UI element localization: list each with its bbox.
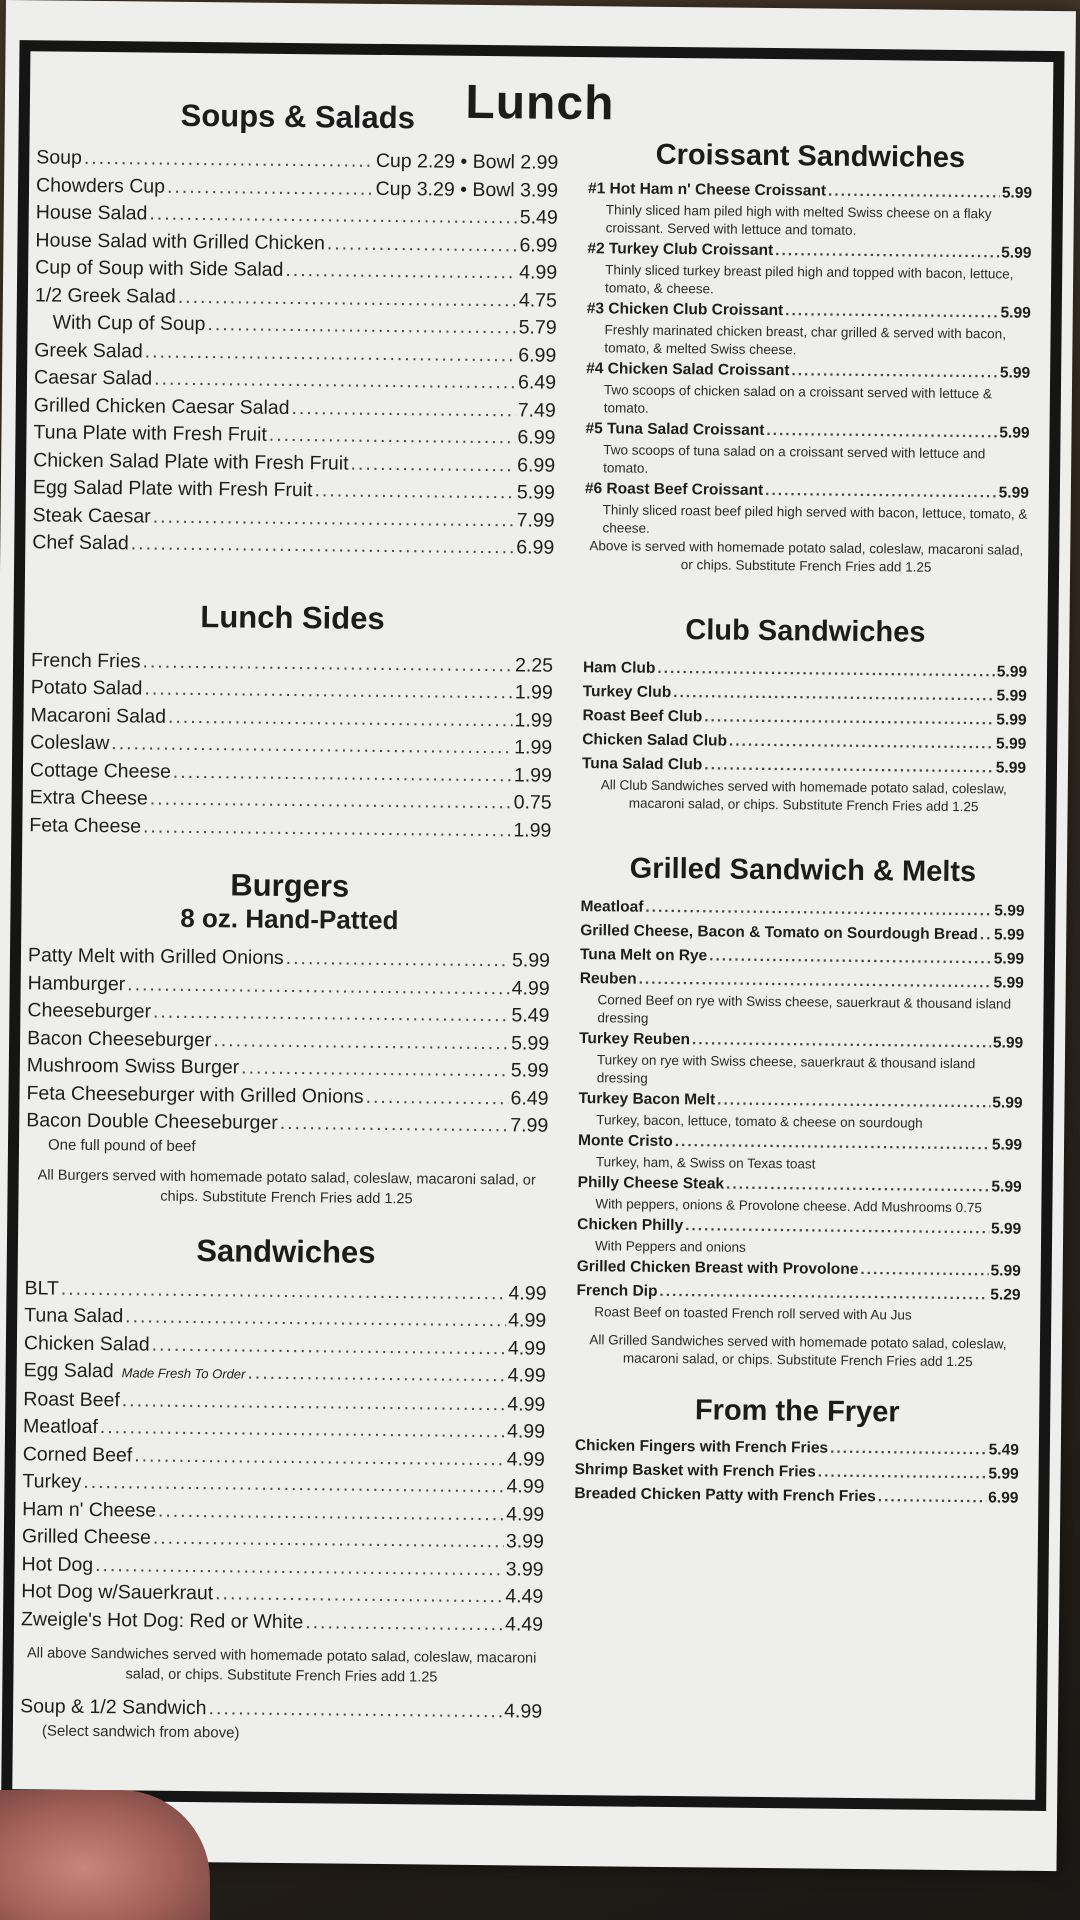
- item-price: 2.25: [514, 653, 554, 677]
- item-price: 5.99: [996, 687, 1027, 705]
- item-name: Patty Melt with Grilled Onions: [27, 944, 284, 969]
- item-price: 4.99: [507, 1364, 546, 1387]
- item-name: Zweigle's Hot Dog: Red or White: [20, 1607, 304, 1633]
- burgers-list: [26, 942, 550, 1140]
- soups-salads-list: [32, 144, 558, 562]
- item-name: Bacon Double Cheeseburger: [26, 1109, 278, 1134]
- item-name: Monte Cristo: [577, 1132, 673, 1151]
- section-heading-fryer: From the Fryer: [694, 1394, 900, 1429]
- egg-salad-note: Made Fresh To Order: [121, 1365, 246, 1382]
- item-price: Cup 2.29 • Bowl 2.99: [375, 149, 559, 174]
- item-price: 6.49: [510, 1086, 549, 1110]
- item-name: House Salad with Grilled Chicken: [35, 228, 325, 254]
- burgers-subheading: 8 oz. Hand-Patted: [180, 902, 399, 936]
- item-name: Meatloaf: [580, 898, 644, 916]
- club-list: [582, 656, 1027, 781]
- sandwiches-note: All above Sandwiches served with homemade potato salad, coleslaw, macaroni salad, or chips. Substitute French Fries add 1.25: [26, 1645, 537, 1686]
- item-price: 5.99: [999, 424, 1030, 442]
- lunch-sides-list: [29, 647, 553, 845]
- item-price: 5.49: [519, 206, 558, 229]
- item-price: 5.99: [994, 902, 1025, 920]
- item-name: #5 Tuna Salad Croissant: [585, 420, 765, 439]
- item-price: 5.99: [990, 1220, 1022, 1238]
- item-price: 1.99: [514, 736, 553, 759]
- item-name: Egg Salad: [23, 1359, 114, 1383]
- item-name: Meatloaf: [22, 1415, 98, 1439]
- item-name: Philly Cheese Steak: [577, 1174, 725, 1193]
- section-heading-lunch-sides: Lunch Sides: [200, 598, 385, 636]
- item-name: Tuna Plate with Fresh Fruit: [33, 421, 267, 446]
- item-price: 5.99: [1000, 304, 1031, 322]
- item-price: 5.99: [511, 949, 551, 972]
- item-name: Mushroom Swiss Burger: [26, 1054, 240, 1079]
- item-name: #6 Roast Beef Croissant: [584, 480, 764, 499]
- item-price: 4.99: [508, 1309, 547, 1332]
- item-price: 5.99: [993, 974, 1024, 992]
- item-description: Freshly marinated chicken breast, char grilled & served with bacon, tomato, & melted Swiss cheese.: [604, 322, 1007, 358]
- item-price: 4.49: [504, 1612, 544, 1636]
- item-price: 4.99: [506, 1420, 546, 1443]
- item-description: With peppers, onions & Provolone cheese. Add Mushrooms 0.75: [595, 1196, 982, 1216]
- item-price: 5.99: [511, 1031, 550, 1055]
- item-name: Hamburger: [27, 971, 126, 995]
- croissant-list: [584, 177, 1032, 542]
- item-price: 3.99: [505, 1530, 545, 1553]
- item-name: Chicken Salad: [23, 1331, 150, 1356]
- burgers-note: All Burgers served with homemade potato salad, coleslaw, macaroni salad, or chips. Substitute French Fries add 1.25: [37, 1166, 536, 1207]
- item-name: Turkey Reuben: [579, 1030, 691, 1049]
- item-price: 1.99: [514, 708, 553, 732]
- item-name: Roast Beef: [23, 1387, 120, 1411]
- item-price: 5.99: [988, 1465, 1019, 1483]
- item-name: Coleslaw: [30, 731, 110, 755]
- item-price: 6.99: [517, 453, 556, 477]
- item-price: 7.99: [516, 508, 555, 532]
- item-name: Bacon Cheeseburger: [27, 1026, 212, 1051]
- menu-item: [574, 1482, 1018, 1511]
- item-name: With Cup of Soup: [52, 311, 206, 336]
- section-heading-grilled: Grilled Sandwich & Melts: [629, 852, 977, 889]
- item-name: Corned Beef: [22, 1442, 133, 1466]
- item-name: Extra Cheese: [29, 786, 148, 810]
- item-price: 4.99: [506, 1475, 545, 1498]
- item-price: 6.99: [988, 1489, 1019, 1507]
- item-description: Turkey, ham, & Swiss on Texas toast: [595, 1154, 816, 1172]
- item-price: 5.99: [516, 481, 555, 504]
- section-heading-soups-salads: Soups & Salads: [180, 97, 416, 136]
- item-name: #1 Hot Ham n' Cheese Croissant: [587, 180, 827, 200]
- item-price: 4.99: [504, 1700, 543, 1723]
- croissant-note: Above is served with homemade potato salad, coleslaw, macaroni salad, or chips. Substitute French Fries add 1.25: [589, 538, 1024, 575]
- item-price: 5.99: [990, 1262, 1021, 1280]
- item-name: BLT: [24, 1276, 59, 1300]
- item-price: 6.99: [517, 426, 556, 449]
- item-price: 5.99: [510, 1059, 549, 1082]
- item-price: 6.99: [519, 233, 558, 257]
- item-name: Shrimp Basket with French Fries: [574, 1461, 816, 1481]
- item-description: Thinly sliced ham piled high with melted Swiss cheese on a flaky croissant. Served with lettuce and tomato.: [605, 202, 992, 238]
- item-price: 1.99: [514, 681, 553, 704]
- item-price: 5.99: [996, 663, 1028, 681]
- item-name: Chef Salad: [32, 531, 129, 555]
- item-price: 5.49: [988, 1441, 1019, 1459]
- item-name: Steak Caesar: [32, 503, 151, 528]
- section-heading-sandwiches: Sandwiches: [196, 1232, 376, 1270]
- item-price: 7.99: [510, 1114, 549, 1137]
- item-name: Reuben: [579, 970, 637, 988]
- item-name: Chicken Philly: [577, 1216, 684, 1235]
- double-burger-note: One full pound of beef: [47, 1136, 196, 1155]
- item-name: Soup & 1/2 Sandwich: [20, 1695, 207, 1720]
- item-name: Greek Salad: [34, 338, 143, 362]
- item-name: Cottage Cheese: [29, 758, 171, 783]
- menu-item: [32, 529, 554, 562]
- item-price: 6.49: [517, 371, 557, 394]
- menu-title: Lunch: [465, 75, 615, 131]
- item-name: Turkey Bacon Melt: [578, 1090, 716, 1109]
- item-name: Ham n' Cheese: [22, 1497, 157, 1522]
- item-price: 5.29: [990, 1286, 1021, 1304]
- item-name: Turkey Club: [582, 683, 672, 702]
- item-price: 6.99: [518, 343, 557, 367]
- soup-half-note: (Select sandwich from above): [41, 1721, 240, 1742]
- item-name: Tuna Salad Club: [581, 755, 703, 774]
- item-name: Macaroni Salad: [30, 703, 167, 728]
- item-name: Tuna Melt on Rye: [579, 946, 708, 965]
- item-name: Grilled Cheese, Bacon & Tomato on Sourdough Bread: [580, 922, 978, 944]
- item-name: Feta Cheeseburger with Grilled Onions: [26, 1081, 364, 1108]
- item-name: Soup: [36, 146, 83, 169]
- item-name: Egg Salad Plate with Fresh Fruit: [32, 476, 313, 502]
- item-price: 5.99: [1001, 184, 1033, 202]
- item-name: Hot Dog w/Sauerkraut: [21, 1580, 214, 1605]
- item-name: Grilled Cheese: [21, 1525, 152, 1549]
- item-description: Roast Beef on toasted French roll served with Au Jus: [594, 1304, 912, 1323]
- item-name: Chicken Salad Club: [582, 731, 728, 750]
- item-price: 5.99: [994, 926, 1025, 944]
- item-price: 5.99: [991, 1178, 1022, 1196]
- section-heading-club: Club Sandwiches: [685, 614, 926, 649]
- item-price: 6.99: [516, 536, 555, 559]
- item-price: 5.99: [991, 1136, 1023, 1154]
- item-name: #2 Turkey Club Croissant: [587, 240, 774, 260]
- item-price: 1.99: [513, 818, 552, 842]
- item-price: 5.99: [993, 950, 1025, 968]
- grilled-list: [576, 895, 1024, 1326]
- fryer-list: [574, 1434, 1019, 1511]
- item-name: Chowders Cup: [35, 173, 166, 198]
- item-description: Turkey, bacon, lettuce, tomato & cheese on sourdough: [596, 1112, 923, 1131]
- club-note: All Club Sandwiches served with homemade potato salad, coleslaw, macaroni salad, or chips. Substitute French Fries add 1.25: [600, 777, 1007, 815]
- item-price: 5.99: [996, 735, 1027, 753]
- item-name: Grilled Chicken Caesar Salad: [33, 393, 290, 419]
- item-name: Turkey: [22, 1470, 82, 1493]
- item-price: 5.99: [995, 759, 1027, 777]
- item-price: 5.99: [992, 1094, 1023, 1112]
- item-name: Chicken Fingers with French Fries: [574, 1437, 829, 1457]
- item-description: Thinly sliced roast beef piled high served with bacon, lettuce, tomato, & cheese.: [602, 502, 1028, 536]
- item-description: Corned Beef on rye with Swiss cheese, sauerkraut & thousand island dressing: [597, 992, 1012, 1026]
- right-column: [574, 138, 1032, 1511]
- item-name: French Dip: [576, 1282, 658, 1300]
- item-price: 4.99: [507, 1336, 547, 1360]
- left-column: [20, 96, 559, 1746]
- item-name: Potato Salad: [30, 676, 143, 700]
- item-name: 1/2 Greek Salad: [34, 283, 176, 308]
- item-name: Breaded Chicken Patty with French Fries: [574, 1485, 876, 1506]
- item-price: 1.99: [513, 763, 553, 787]
- item-price: 3.99: [505, 1557, 544, 1581]
- item-name: #3 Chicken Club Croissant: [586, 300, 784, 320]
- item-price: 4.75: [518, 288, 558, 312]
- item-price: 5.99: [992, 1034, 1024, 1052]
- section-heading-burgers: Burgers: [230, 867, 350, 904]
- grilled-note: All Grilled Sandwiches served with homemade potato salad, coleslaw, macaroni salad, or chips. Substitute French Fries add 1.25: [589, 1332, 1007, 1370]
- item-price: 5.99: [999, 364, 1031, 382]
- item-name: Roast Beef Club: [582, 707, 703, 726]
- item-price: 5.49: [511, 1004, 550, 1027]
- item-price: 4.99: [511, 976, 550, 1000]
- menu-item: [29, 812, 551, 845]
- item-price: 4.99: [519, 261, 558, 284]
- item-description: With Peppers and onions: [594, 1238, 746, 1255]
- item-price: 4.99: [507, 1392, 546, 1416]
- item-name: Hot Dog: [21, 1552, 94, 1576]
- item-price: Cup 3.29 • Bowl 3.99: [375, 177, 559, 202]
- item-name: Ham Club: [582, 659, 656, 677]
- item-name: French Fries: [30, 648, 141, 672]
- item-price: 5.99: [998, 484, 1029, 502]
- item-price: 5.79: [518, 316, 557, 339]
- item-price: 5.99: [996, 711, 1027, 729]
- item-description: Turkey on rye with Swiss cheese, sauerkraut & thousand island dressing: [596, 1052, 976, 1086]
- item-name: Feta Cheese: [29, 813, 142, 837]
- item-price: 0.75: [513, 791, 552, 814]
- item-name: Cup of Soup with Side Salad: [35, 256, 284, 281]
- item-price: 4.99: [506, 1502, 545, 1526]
- item-price: 4.49: [505, 1585, 544, 1608]
- item-description: Thinly sliced turkey breast piled high and topped with bacon, lettuce, tomato, & cheese.: [604, 262, 1014, 297]
- item-price: 4.99: [508, 1281, 547, 1305]
- menu-item: [21, 1606, 543, 1639]
- item-description: Two scoops of tuna salad on a croissant served with lettuce and tomato.: [603, 442, 986, 476]
- item-name: Chicken Salad Plate with Fresh Fruit: [33, 448, 349, 475]
- item-name: Grilled Chicken Breast with Provolone: [576, 1258, 859, 1278]
- item-name: House Salad: [35, 201, 148, 225]
- item-price: 4.99: [506, 1447, 545, 1471]
- item-name: Cheeseburger: [27, 999, 152, 1023]
- item-name: #4 Chicken Salad Croissant: [586, 360, 790, 380]
- item-name: Tuna Salad: [24, 1304, 124, 1328]
- item-price: 7.49: [517, 398, 556, 422]
- item-description: Two scoops of chicken salad on a croissant served with lettuce & tomato.: [603, 382, 992, 416]
- item-price: 5.99: [1001, 244, 1032, 262]
- section-heading-croissant: Croissant Sandwiches: [655, 138, 966, 175]
- sandwiches-list: [21, 1275, 547, 1639]
- item-name: Caesar Salad: [33, 366, 153, 390]
